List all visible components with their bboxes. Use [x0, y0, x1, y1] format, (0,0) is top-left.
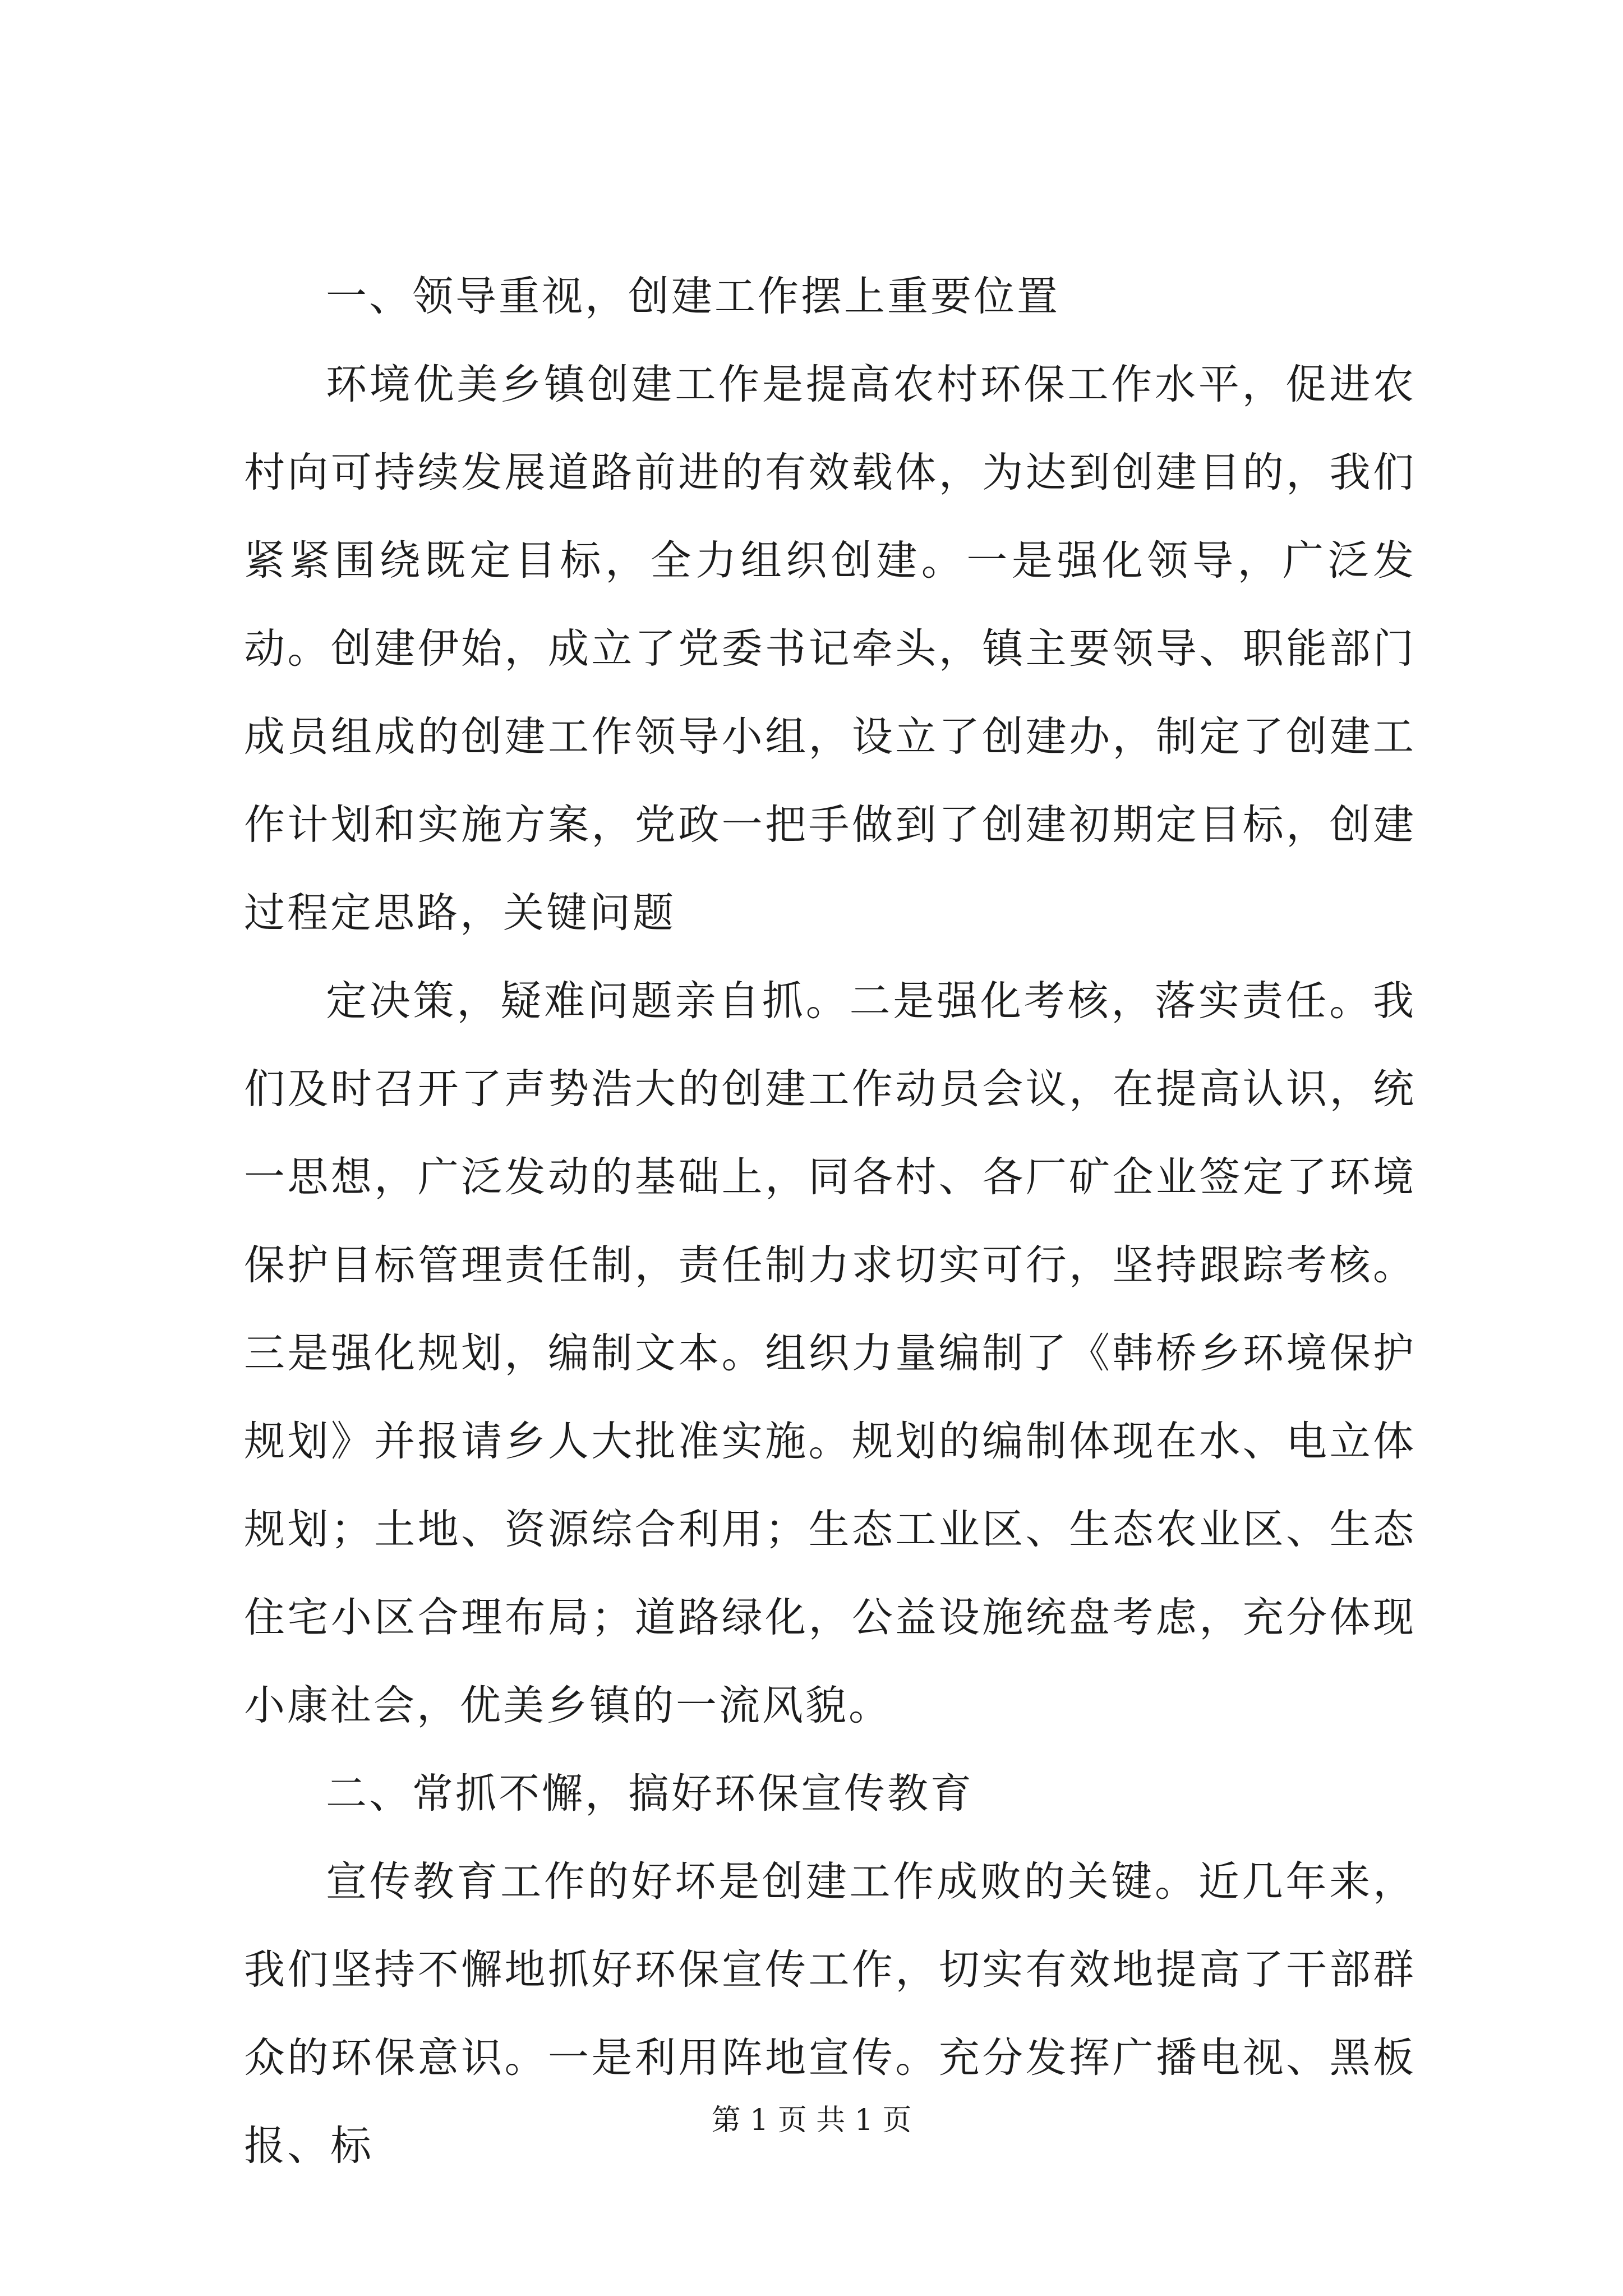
body-paragraph-1: 环境优美乡镇创建工作是提高农村环保工作水平，促进农村向可持续发展道路前进的有效载体，为达到创建目的，我们紧紧围绕既定目标，全力组织创建。一是强化领导，广泛发动。创建伊始，成立了党委书记牵头，镇主要领导、职能部门成员组成的创建工作领导小组，设立了创建办，制定了创建工作计划和实施方案，党政一把手做到了创建初期定目标，创建过程定思路，关键问题	[244, 361, 1416, 937]
section-heading-1: 一、领导重视，创建工作摆上重要位置	[326, 273, 1060, 320]
section-heading-2: 二、常抓不懈，搞好环保宣传教育	[326, 1770, 974, 1818]
body-paragraph-3: 宣传教育工作的好坏是创建工作成败的关键。近几年来，我们坚持不懈地抓好环保宣传工作，切实有效地提高了干部群众的环保意识。一是利用阵地宣传。充分发挥广播电视、黑板报、标	[244, 1858, 1416, 2170]
document-body	[244, 252, 1416, 2190]
body-paragraph-2: 定决策，疑难问题亲自抓。二是强化考核，落实责任。我们及时召开了声势浩大的创建工作动员会议，在提高认识，统一思想，广泛发动的基础上，同各村、各厂矿企业签定了环境保护目标管理责任制，责任制力求切实可行，坚持跟踪考核。三是强化规划，编制文本。组织力量编制了《韩桥乡环境保护规划》并报请乡人大批准实施。规划的编制体现在水、电立体规划；土地、资源综合利用；生态工业区、生态农业区、生态住宅小区合理布局；道路绿化，公益设施统盘考虑，充分体现小康社会，优美乡镇的一流风貌。	[244, 977, 1416, 1729]
page-number-footer: 第 1 页 共 1 页	[711, 2104, 912, 2137]
